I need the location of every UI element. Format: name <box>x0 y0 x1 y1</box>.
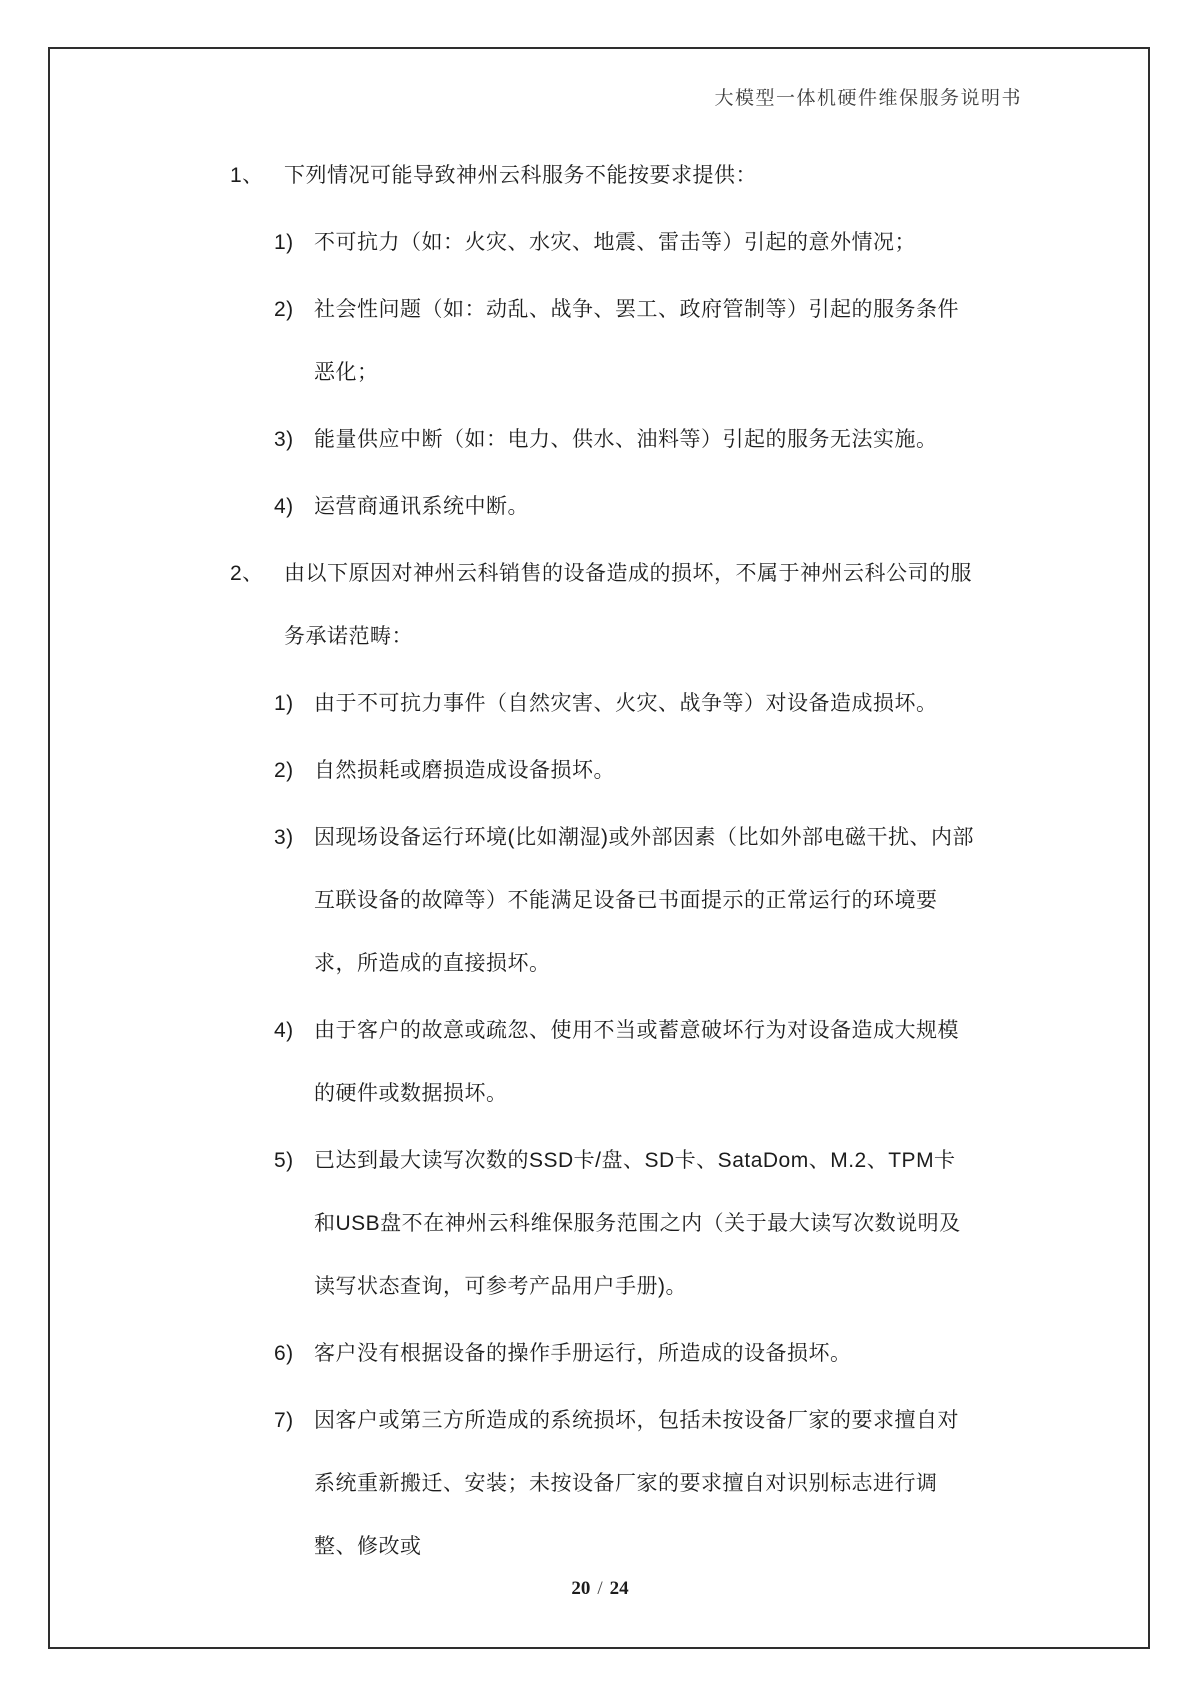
list-item-number: 5) <box>274 1149 294 1172</box>
list-item-text: 因现场设备运行环境(比如潮湿)或外部因素（比如外部电磁干扰、内部互联设备的故障等）不能满足设备已书面提示的正常运行的环境要求，所造成的直接损坏。 <box>314 826 974 975</box>
page-number-separator: / <box>597 1578 603 1599</box>
list-item-text: 因客户或第三方所造成的系统损坏，包括未按设备厂家的要求擅自对系统重新搬迁、安装；未按设备厂家的要求擅自对识别标志进行调整、修改或 <box>314 1409 959 1558</box>
page-number-total: 24 <box>609 1578 629 1599</box>
list-item-number: 4) <box>274 495 294 518</box>
list-item-text: 不可抗力（如：火灾、水灾、地震、雷击等）引起的意外情况； <box>314 231 916 254</box>
list-item-number: 1、 <box>230 164 264 187</box>
list-item-number: 6) <box>274 1342 294 1365</box>
list-item-level2-2-2 <box>274 739 978 802</box>
list-item-level2-1-1 <box>274 211 978 274</box>
list-item-level2-1-2 <box>274 278 978 404</box>
list-item-number: 2) <box>274 759 294 782</box>
page-number-current: 20 <box>571 1578 591 1599</box>
page-header-title: 大模型一体机硬件维保服务说明书 <box>714 88 1022 109</box>
list-item-level2-2-7 <box>274 1389 978 1578</box>
document-body <box>230 144 978 1582</box>
list-item-level2-2-6 <box>274 1322 978 1385</box>
list-item-number: 2) <box>274 298 294 321</box>
list-item-text: 客户没有根据设备的操作手册运行，所造成的设备损坏。 <box>314 1342 852 1365</box>
list-item-number: 2、 <box>230 562 264 585</box>
list-item-text: 社会性问题（如：动乱、战争、罢工、政府管制等）引起的服务条件恶化； <box>314 298 959 384</box>
list-item-level1-2 <box>230 542 978 668</box>
list-item-level2-2-3 <box>274 806 978 995</box>
list-item-number: 3) <box>274 826 294 849</box>
list-item-text: 自然损耗或磨损造成设备损坏。 <box>314 759 615 782</box>
list-item-text: 已达到最大读写次数的SSD卡/盘、SD卡、SataDom、M.2、TPM卡和USB盘不在神州云科维保服务范围之内（关于最大读写次数说明及读写状态查询，可参考产品用户手册)。 <box>314 1149 961 1298</box>
list-item-level2-2-1 <box>274 672 978 735</box>
list-item-number: 4) <box>274 1019 294 1042</box>
list-item-text: 由于客户的故意或疏忽、使用不当或蓄意破坏行为对设备造成大规模的硬件或数据损坏。 <box>314 1019 959 1105</box>
page-footer <box>0 1578 1200 1600</box>
list-item-level2-2-5 <box>274 1129 978 1318</box>
list-item-level1-1 <box>230 144 978 207</box>
list-item-number: 1) <box>274 231 294 254</box>
list-item-text: 由于不可抗力事件（自然灾害、火灾、战争等）对设备造成损坏。 <box>314 692 938 715</box>
list-item-level2-2-4 <box>274 999 978 1125</box>
list-item-number: 1) <box>274 692 294 715</box>
list-item-text: 下列情况可能导致神州云科服务不能按要求提供： <box>284 164 757 187</box>
list-item-number: 7) <box>274 1409 294 1432</box>
list-item-level2-1-4 <box>274 475 978 538</box>
list-item-number: 3) <box>274 428 294 451</box>
list-item-text: 运营商通讯系统中断。 <box>314 495 529 518</box>
list-item-text: 由以下原因对神州云科销售的设备造成的损坏，不属于神州云科公司的服务承诺范畴： <box>284 562 972 648</box>
list-item-level2-1-3 <box>274 408 978 471</box>
list-item-text: 能量供应中断（如：电力、供水、油料等）引起的服务无法实施。 <box>314 428 938 451</box>
